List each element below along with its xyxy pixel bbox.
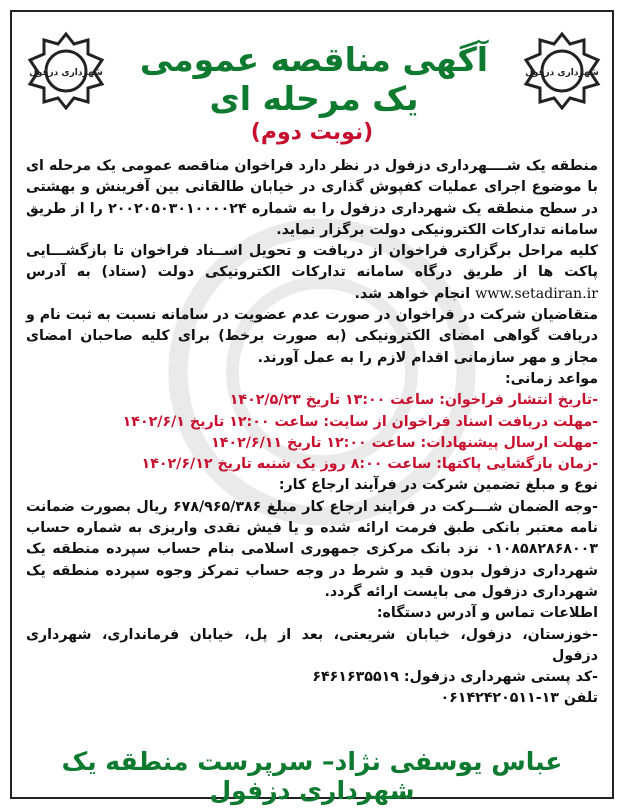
guarantee-paragraph: -وجه الضمان شـــرکت در فرایند ارجاع کار مبلغ ۶۷۸/۹۶۵/۳۸۶ ریال بصورت ضمانت نامه معتبر بانکی طبق فرمت ارائه شده و یا فیش نقدی واریزی به شماره حساب ۰۱۰۸۵۸۲۸۶۸۰۰۳ نزد بانک مرکزی جمهوری اسلامی بنام حساب سپرده منطقه یک شهرداری دزفول بدون قید و شرط در وجه حساب تمرکز وجوه سپرده منطقه یک شهرداری دزفول می بایست ارائه گردد. [26, 498, 598, 600]
date-item: -تاریخ انتشار فراخوان: ساعت ۱۳:۰۰ تاریخ ۱۴۰۲/۵/۲۳ [229, 392, 598, 409]
setad-link[interactable]: www.setadiran.ir [475, 285, 598, 302]
contact-address: -خوزستان، دزفول، خیابان شریعتی، بعد از پل، خیابان فرمانداری، شهرداری دزفول [26, 626, 598, 664]
date-item: -مهلت ارسال پیشنهادات: ساعت ۱۲:۰۰ تاریخ ۱۴۰۲/۶/۱۱ [211, 434, 598, 451]
logo-text: شهرداری دزفول [29, 68, 103, 78]
dates-heading: مواعد زمانی: [504, 370, 598, 387]
header [12, 20, 616, 120]
contact-postal-code: -کد پستی شهرداری دزفول: ۶۴۶۱۶۳۵۵۱۹ [312, 669, 598, 686]
date-item: -زمان بازگشایی پاکتها: ساعت ۸:۰۰ روز یک شنبه تاریخ ۱۴۰۲/۶/۱۲ [141, 456, 598, 473]
process-text-end: انجام خواهد شد. [354, 285, 471, 302]
registration-paragraph: متقاضیان شرکت در فراخوان در صورت عدم عضویت در سامانه نسبت به ثبت نام و دریافت گواهی امضای الکترونیکی (به صورت برخط) برای کلیه صاحبان امضای مجاز و مهر سازمانی اقدام لازم را به عمل آورند. [26, 307, 598, 366]
process-text: کلیه مراحل برگزاری فراخوان از دریافت و تحویل اســناد فراخوان تا بازگشـــایی پاکت ها از طریق درگاه سامانه تدارکات الکترونیکی دولت (ستاد) به آدرس [26, 243, 598, 281]
contact-heading: اطلاعات تماس و آدرس دستگاه: [376, 605, 598, 622]
guarantee-heading: نوع و مبلغ تضمین شرکت در فرآیند ارجاع کار: [278, 477, 598, 494]
contact-phone: تلفن ۱۳-۰۶۱۴۲۴۲۰۵۱۱ [440, 690, 598, 707]
municipality-logo-icon [26, 30, 106, 110]
round-label: (نوبت دوم) [250, 120, 374, 145]
date-item: -مهلت دریافت اسناد فراخوان از سایت: ساعت ۱۲:۰۰ تاریخ ۱۴۰۲/۶/۱ [122, 413, 598, 430]
ad-frame [10, 10, 614, 805]
announcement-body [26, 156, 598, 710]
intro-paragraph: منطقه یک شــــهرداری دزفول در نظر دارد فراخوان مناقصه عمومی یک مرحله ای با موضوع اجرای عملیات کفپوش گذاری در خیابان طالقانی بین آفرینش و بهشتی در سطح منطقه یک شهرداری دزفول را به شماره ۲۰۰۲۰۵۰۳۰۱۰۰۰۰۲۴ را از طریق سامانه تدارکات الکترونیکی دولت برگزار نماید. [26, 158, 598, 238]
logo-text: شهرداری دزفول [525, 68, 599, 78]
municipality-logo-icon [522, 30, 602, 110]
signature: عباس یوسفی نژاد– سرپرست منطقه یک شهرداری دزفول [61, 747, 563, 805]
process-paragraph [26, 241, 598, 305]
page-title: آگهی مناقصه عمومی یک مرحله ای [139, 40, 489, 118]
